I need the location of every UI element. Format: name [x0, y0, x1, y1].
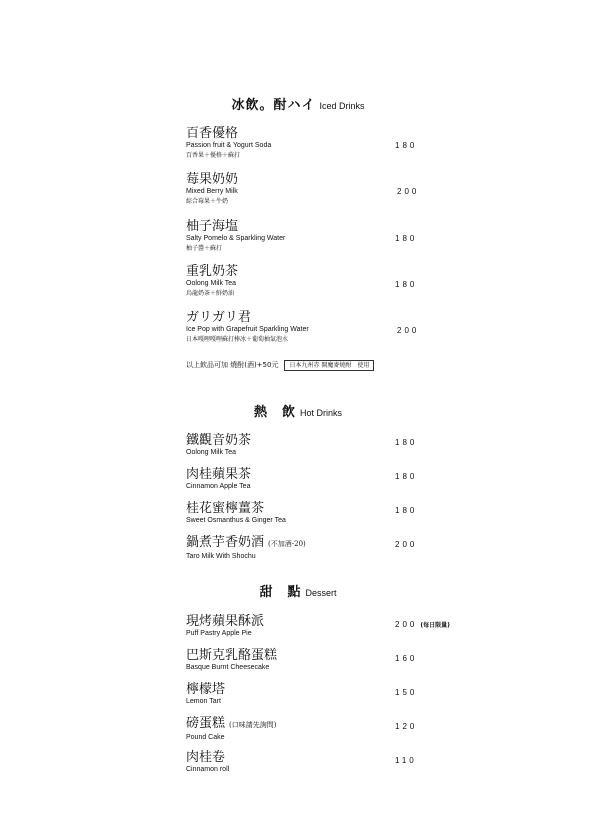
- item-name-zh-text: 磅蛋糕: [186, 716, 226, 731]
- item-name-en: Puff Pastry Apple Pie: [186, 630, 252, 637]
- item-ingredients: 日本嘎哩嘎哩蘇打棒冰＋葡萄柚氣泡水: [186, 336, 289, 343]
- iced-drinks-heading: [0, 94, 596, 113]
- shochu-note-text: 以上飲品可加 燒酎(酒)+50元: [186, 361, 279, 369]
- item-name-en: Cinnamon Apple Tea: [186, 483, 251, 490]
- item-name-note: (不加酒-20): [268, 540, 306, 548]
- item-name-zh: 桂花蜜檸薑茶: [186, 501, 265, 516]
- hot-title-en: Hot Drinks: [300, 408, 343, 418]
- item-name-en: Oolong Milk Tea: [186, 280, 237, 287]
- item-ingredients: 百香果＋優格＋蘇打: [186, 152, 241, 159]
- item-name-zh: 現烤蘋果酥派: [186, 614, 265, 629]
- item-name-zh: 鐵觀音奶茶: [186, 433, 252, 448]
- hot-drinks-heading: [0, 401, 596, 420]
- shochu-note: [186, 360, 374, 370]
- iced-title-en: Iced Drinks: [319, 101, 365, 111]
- dessert-title-en: Dessert: [305, 588, 337, 598]
- item-price: 110: [395, 756, 417, 765]
- item-price: 200: [397, 187, 420, 196]
- item-price: [395, 620, 450, 629]
- menu-item: [186, 172, 486, 212]
- item-name-note: (口味請先詢問): [229, 721, 277, 729]
- hot-title-zh: 熱 飲: [253, 405, 296, 420]
- menu-item: [186, 264, 486, 304]
- item-name-zh: 檸檬塔: [186, 682, 226, 697]
- item-price: 150: [395, 688, 418, 697]
- item-ingredients: 柚子醬＋蘇打: [186, 245, 223, 252]
- item-price: 180: [395, 280, 418, 289]
- item-name-zh: 肉桂卷: [186, 750, 226, 765]
- item-name-zh: [186, 716, 486, 733]
- item-price: 200: [397, 326, 420, 335]
- iced-title-zh: 冰飲。酎ハイ: [231, 98, 316, 113]
- menu-item: [186, 219, 486, 259]
- item-name-zh: 重乳奶茶: [186, 264, 239, 279]
- item-name-en: Oolong Milk Tea: [186, 449, 237, 456]
- item-name-zh: 巴斯克乳酪蛋糕: [186, 648, 278, 663]
- item-name-zh: [186, 535, 486, 552]
- dessert-title-zh: 甜 點: [259, 585, 302, 600]
- item-name-zh: 柚子海塩: [186, 219, 239, 234]
- item-name-zh: ガリガリ君: [186, 310, 251, 325]
- item-name-en: Sweet Osmanthus & Ginger Tea: [186, 517, 286, 524]
- menu-item: [186, 126, 486, 166]
- item-name-en: Passion fruit & Yogurt Soda: [186, 142, 272, 149]
- item-name-en: Salty Pomelo & Sparkling Water: [186, 235, 286, 242]
- item-price: 180: [395, 141, 418, 150]
- item-name-en: Lemon Tart: [186, 698, 221, 705]
- item-name-en: Pound Cake: [186, 734, 225, 741]
- item-price-value: 200: [395, 620, 418, 629]
- item-name-en: Mixed Berry Milk: [186, 188, 238, 195]
- item-name-en: Taro Milk With Shochu: [186, 553, 256, 560]
- item-ingredients: 烏龍奶茶＋鮮奶油: [186, 290, 235, 297]
- item-name-en: Ice Pop with Grapefruit Sparkling Water: [186, 326, 309, 333]
- item-ingredients: 綜合莓果＋牛奶: [186, 198, 229, 205]
- item-price-note: (每日限量): [420, 622, 450, 629]
- menu-item: [186, 750, 486, 790]
- item-price: 120: [395, 722, 418, 731]
- dessert-heading: [0, 581, 596, 600]
- item-name-zh-text: 鍋煮芋香奶酒: [186, 535, 265, 550]
- menu-item: [186, 535, 486, 575]
- item-price: 180: [395, 472, 418, 481]
- item-price: 200: [395, 540, 418, 549]
- item-price: 160: [395, 654, 418, 663]
- item-price: 180: [395, 438, 418, 447]
- item-name-zh: 百香優格: [186, 126, 239, 141]
- menu-item: [186, 310, 486, 350]
- item-name-zh: 莓果奶奶: [186, 172, 239, 187]
- item-name-zh: 肉桂蘋果茶: [186, 467, 252, 482]
- shochu-note-box: 日本九州赤 開魔麥燒酎 使用: [284, 360, 374, 371]
- item-price: 180: [395, 234, 418, 243]
- item-price: 180: [395, 506, 418, 515]
- item-name-en: Basque Burnt Cheesecake: [186, 664, 270, 671]
- item-name-en: Cinnamon roll: [186, 766, 230, 773]
